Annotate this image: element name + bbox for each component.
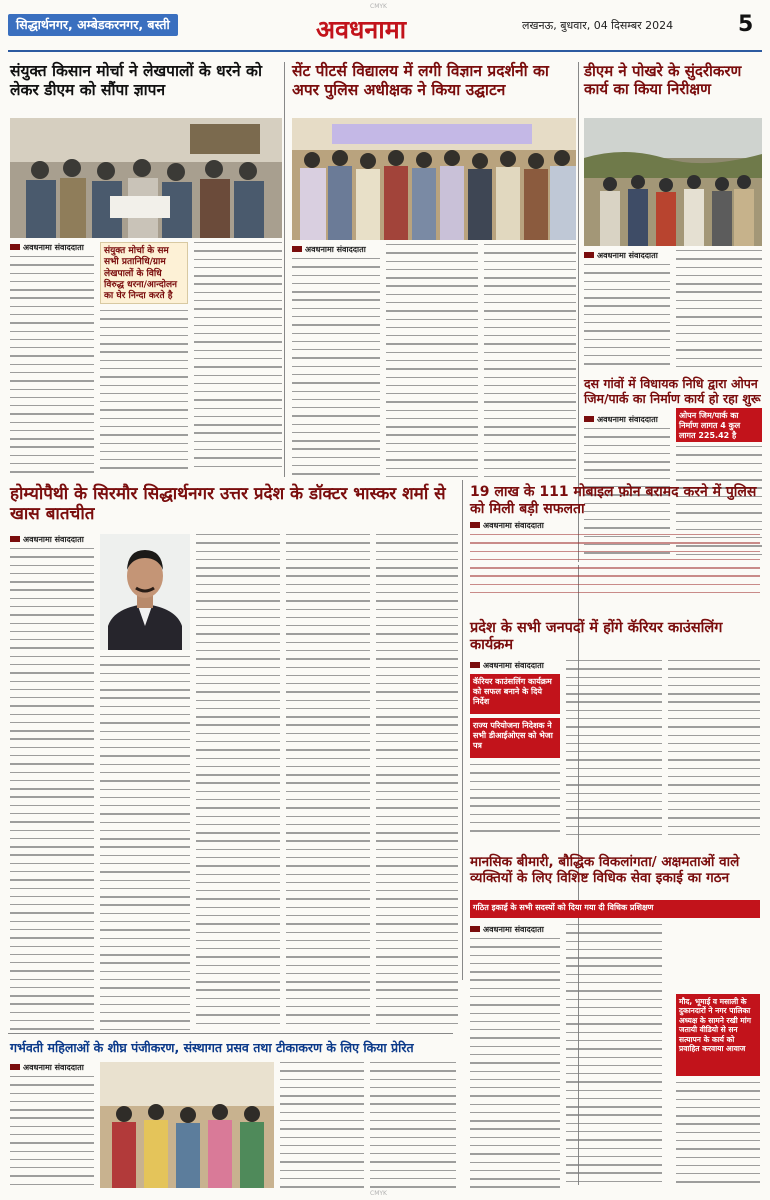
headline-legal-service-unit[interactable]: मानसिक बीमारी, बौद्धिक विकलांगता/ अक्षमताओं वाले व्यक्तियों के लिए विशिष्ट विधिक सेवा इकाई का गठन [470,854,740,887]
masthead [8,12,762,52]
newspaper-logo: अवधनामा [316,15,407,44]
news-photo-exhibition [292,118,576,240]
byline: अवधनामा संवाददाता [10,1062,84,1073]
column-rule [284,62,285,477]
story-body-column [196,534,280,1030]
section-label: सिद्धार्थनगर, अम्बेडकरनगर, बस्ती [8,14,178,36]
story-highlight-box [470,718,560,758]
news-photo-memorandum [10,118,282,238]
story-body-column [676,250,762,372]
highlight-text: गठित इकाई के सभी सदस्यों को दिया गया दी विधिक प्रशिक्षण [473,903,654,912]
story-body-column [566,924,662,1188]
story-body-column [584,264,670,372]
highlight-text: ओपन जिम/पार्क का निर्माण लागत 4 कुल लागत 225.42 है [679,411,741,440]
byline: अवधनामा संवाददाता [10,242,84,253]
byline: अवधनामा संवाददाता [584,250,658,261]
highlight-text: कॅरियर काउंसलिंग कार्यक्रम को सफल बनाने के दिये निर्देश [473,677,552,706]
headline-open-gym[interactable]: दस गांवों में विधायक निधि द्वारा ओपन जिम/पार्क का निर्माण कार्य हो रहा शुरू [584,376,761,406]
portrait-photo-doctor [100,534,190,650]
story-highlight-box [676,994,760,1076]
story-body-column [676,1082,760,1188]
headline-mobile-recovery[interactable]: 19 लाख के 111 मोबाइल फ़ोन बरामद करने में पुलिस को मिली बड़ी सफलता [470,484,757,517]
story-body-column [10,548,94,1030]
story-body-column [566,660,662,842]
story-body-column [292,258,380,478]
headline-career-counselling[interactable]: प्रदेश के सभी जनपदों में होंगे कॅरियर काउंसलिंग कार्यक्रम [470,620,723,654]
section-rule [8,1033,453,1034]
date-line: लखनऊ, बुधवार, 04 दिसम्बर 2024 [522,19,674,32]
print-registration-mark: CMYK [370,3,387,10]
highlight-text: मौद, भूमाई व मसाली के दुकानदारों ने नगर पालिका अध्यक्ष के सामने रखी मांग जतायी वीडियो से सन सत्यापन के कार्य को प्रवाहित करवाया आवाज [679,997,751,1053]
highlight-text: राज्य परियोजना निदेशक ने सभी डीआईओएस को भेजा पत्र [473,721,553,750]
byline: अवधनामा संवाददाता [470,660,544,671]
story-highlight-box [470,900,760,918]
story-body-column [370,1062,456,1188]
byline: अवधनामा संवाददाता [470,520,544,531]
headline-science-exhibition[interactable]: सेंट पीटर्स विद्यालय में लगी विज्ञान प्रदर्शनी का अपर पुलिस अधीक्षक ने किया उद्घाटन [292,62,549,99]
byline: अवधनामा संवाददाता [10,534,84,545]
highlight-text: संयुक्त मोर्चा के सम सभी प्रतानिधि/ग्राम लेखपालों के विधि विरुद्ध धरना/आन्दोलन का घेर निन्दा करते है [104,246,178,301]
story-highlight-box [676,408,762,442]
story-body-column [668,660,760,842]
news-photo-pond [584,118,762,246]
story-highlight-box [470,674,560,714]
page-number: 5 [738,12,754,37]
story-body-column [484,244,576,482]
story-body-column [10,1076,94,1188]
story-body-column [286,534,370,1030]
print-registration-mark: CMYK [370,1190,387,1197]
story-body-column [10,256,94,476]
story-body-column [100,656,190,1030]
story-body-column [100,310,188,476]
byline: अवधनामा संवाददाता [470,924,544,935]
story-highlight-box [100,242,188,304]
story-body-column [194,242,282,476]
story-intro-italic [470,534,760,608]
story-body-column [280,1062,364,1188]
headline-kisan-morcha[interactable]: संयुक्त किसान मोर्चा ने लेखपालों के धरने को लेकर डीएम को सौंपा ज्ञापन [10,62,262,99]
headline-pond-inspection[interactable]: डीएम ने पोखरे के सुंदरीकरण कार्य का किया निरीक्षण [584,62,742,98]
news-photo-health-camp [100,1062,274,1188]
story-body-column [386,244,478,482]
byline: अवधनामा संवाददाता [292,244,366,255]
column-rule [462,480,463,980]
story-body-column [376,534,458,1030]
byline: अवधनामा संवाददाता [584,414,658,425]
story-body-column [470,764,560,842]
story-body-column [470,938,560,1188]
headline-pregnant-women[interactable]: गर्भवती महिलाओं के शीघ्र पंजीकरण, संस्थागत प्रसव तथा टीकाकरण के लिए किया प्रेरित [10,1040,414,1055]
headline-homeopathy-interview[interactable]: होम्योपैथी के सिरमौर सिद्धार्थनगर उत्तर प्रदेश के डॉक्टर भास्कर शर्मा से खास बातचीत [10,484,446,525]
